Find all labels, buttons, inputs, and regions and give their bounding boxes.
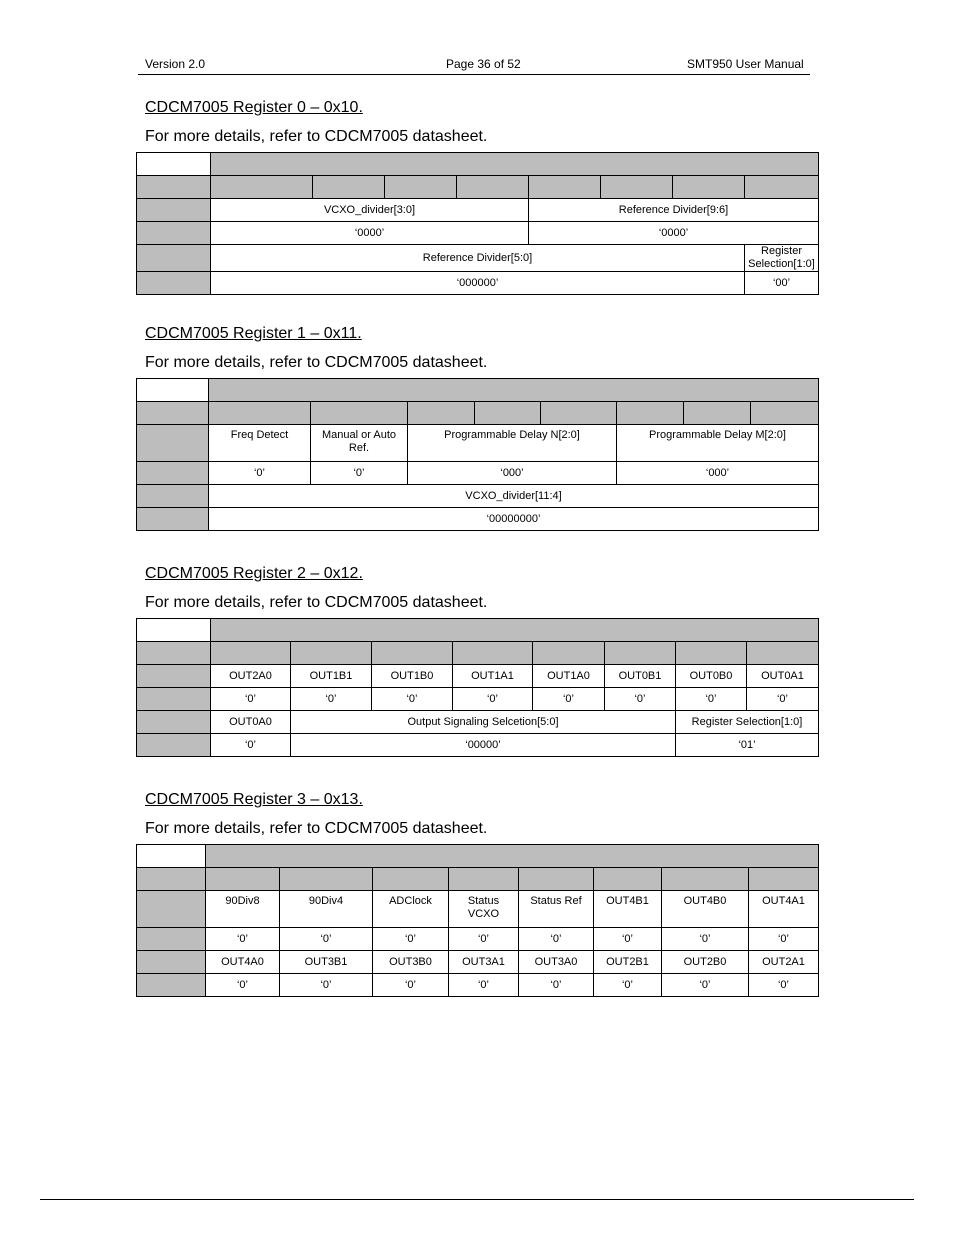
register-3-bit-col — [449, 868, 519, 891]
value-cell: ‘0’ — [594, 974, 662, 997]
field-cell: 90Div8 — [206, 891, 280, 928]
value-cell: ‘0’ — [676, 688, 747, 711]
register-2-bit-col — [291, 642, 372, 665]
row-label-cell — [137, 272, 211, 295]
field-cell: OUT0A0 — [211, 711, 291, 734]
value-cell: ‘01’ — [676, 734, 819, 757]
register-1-bit-col — [617, 402, 684, 425]
register-2-bit-col — [676, 642, 747, 665]
table-row — [137, 734, 819, 757]
value-cell: ‘0’ — [373, 974, 449, 997]
register-0-bit-label — [137, 176, 211, 199]
value-cell: ‘00000’ — [291, 734, 676, 757]
register-2-title-bar — [211, 619, 819, 642]
table-row — [137, 485, 819, 508]
field-cell: OUT1A0 — [533, 665, 605, 688]
row-label-cell — [137, 928, 206, 951]
field-cell: Status VCXO — [449, 891, 519, 928]
register-1-bit-col — [684, 402, 751, 425]
field-cell: OUT2A0 — [211, 665, 291, 688]
field-cell: OUT1B0 — [372, 665, 453, 688]
value-cell: ‘0’ — [211, 734, 291, 757]
value-cell: ‘0’ — [280, 974, 373, 997]
value-cell: ‘000’ — [617, 462, 819, 485]
register-1-bit-col — [408, 402, 475, 425]
register-0-bit-col — [457, 176, 529, 199]
row-label-cell — [137, 508, 209, 531]
table-row — [137, 245, 819, 272]
register-0-bit-col — [745, 176, 819, 199]
section-title-register-0: CDCM7005 Register 0 – 0x10. — [145, 99, 363, 116]
field-cell: OUT1B1 — [291, 665, 372, 688]
register-3-bit-col — [662, 868, 749, 891]
field-cell: VCXO_divider[11:4] — [209, 485, 819, 508]
register-3-bit-col — [206, 868, 280, 891]
register-3-bit-col — [373, 868, 449, 891]
section-note-register-1: For more details, refer to CDCM7005 datasheet. — [145, 354, 488, 371]
value-cell: ‘0’ — [749, 928, 819, 951]
field-cell: Freq Detect — [209, 425, 311, 462]
table-row — [137, 928, 819, 951]
table-row — [137, 199, 819, 222]
value-cell: ‘0’ — [280, 928, 373, 951]
footer-rule — [40, 1199, 914, 1200]
section-note-register-0: For more details, refer to CDCM7005 datasheet. — [145, 128, 488, 145]
value-cell: ‘0’ — [533, 688, 605, 711]
value-cell: ‘0’ — [211, 688, 291, 711]
register-0-bit-col — [601, 176, 673, 199]
value-cell: ‘0’ — [372, 688, 453, 711]
section-title-register-1: CDCM7005 Register 1 – 0x11. — [145, 325, 362, 342]
row-label-cell — [137, 734, 211, 757]
table-row — [137, 222, 819, 245]
field-cell: Status Ref — [519, 891, 594, 928]
field-cell: Programmable Delay N[2:0] — [408, 425, 617, 462]
table-row — [137, 711, 819, 734]
row-label-cell — [137, 485, 209, 508]
value-cell: ‘000000’ — [211, 272, 745, 295]
table-row — [137, 508, 819, 531]
register-2-bit-label — [137, 642, 211, 665]
field-cell: OUT2B1 — [594, 951, 662, 974]
register-3-title-bar — [206, 845, 819, 868]
value-cell: ‘0’ — [519, 928, 594, 951]
table-row — [137, 425, 819, 462]
value-cell: ‘000’ — [408, 462, 617, 485]
register-1-corner-cell — [137, 379, 209, 402]
value-cell: ‘0’ — [206, 928, 280, 951]
field-cell: VCXO_divider[3:0] — [211, 199, 529, 222]
register-2-bit-col — [372, 642, 453, 665]
value-cell: ‘0’ — [747, 688, 819, 711]
field-cell: Reference Divider[5:0] — [211, 245, 745, 272]
register-2-bit-col — [747, 642, 819, 665]
row-label-cell — [137, 974, 206, 997]
register-3-table — [136, 844, 819, 997]
field-cell: OUT4B0 — [662, 891, 749, 928]
register-3-corner-cell — [137, 845, 206, 868]
field-cell: OUT0B0 — [676, 665, 747, 688]
table-row — [137, 665, 819, 688]
row-label-cell — [137, 245, 211, 272]
field-cell: OUT0B1 — [605, 665, 676, 688]
value-cell: ‘0’ — [662, 974, 749, 997]
register-0-table — [136, 152, 819, 295]
field-cell: OUT3A0 — [519, 951, 594, 974]
value-cell: ‘0’ — [373, 928, 449, 951]
register-0-bit-col — [529, 176, 601, 199]
register-3-bit-col — [594, 868, 662, 891]
register-2-bit-col — [211, 642, 291, 665]
value-cell: ‘0’ — [449, 974, 519, 997]
table-row — [137, 891, 819, 928]
value-cell: ‘0000’ — [529, 222, 819, 245]
field-cell: OUT4A1 — [749, 891, 819, 928]
value-cell: ‘0’ — [594, 928, 662, 951]
register-0-bit-col — [313, 176, 385, 199]
table-row — [137, 974, 819, 997]
register-1-title-bar — [209, 379, 819, 402]
table-row — [137, 951, 819, 974]
register-0-bit-col — [211, 176, 313, 199]
section-note-register-3: For more details, refer to CDCM7005 datasheet. — [145, 820, 488, 837]
value-cell: ‘00000000’ — [209, 508, 819, 531]
header-rule — [138, 74, 810, 75]
register-2-table — [136, 618, 819, 757]
value-cell: ‘0’ — [291, 688, 372, 711]
value-cell: ‘0’ — [749, 974, 819, 997]
header-manual-title: SMT950 User Manual — [687, 57, 804, 71]
field-cell: OUT0A1 — [747, 665, 819, 688]
value-cell: ‘0’ — [605, 688, 676, 711]
section-note-register-2: For more details, refer to CDCM7005 datasheet. — [145, 594, 488, 611]
register-1-bit-col — [541, 402, 617, 425]
row-label-cell — [137, 891, 206, 928]
row-label-cell — [137, 665, 211, 688]
register-3-bit-label — [137, 868, 206, 891]
register-0-bit-col — [385, 176, 457, 199]
register-1-table — [136, 378, 819, 531]
register-0-bit-col — [673, 176, 745, 199]
register-1-bit-col — [475, 402, 541, 425]
header-version: Version 2.0 — [145, 57, 206, 71]
field-cell: OUT2B0 — [662, 951, 749, 974]
table-row — [137, 688, 819, 711]
field-cell: OUT2A1 — [749, 951, 819, 974]
value-cell: ‘00’ — [745, 272, 819, 295]
register-3-bit-col — [749, 868, 819, 891]
register-3-bit-col — [519, 868, 594, 891]
section-title-register-2: CDCM7005 Register 2 – 0x12. — [145, 565, 363, 582]
row-label-cell — [137, 425, 209, 462]
field-cell: OUT3A1 — [449, 951, 519, 974]
row-label-cell — [137, 688, 211, 711]
field-cell: OUT4B1 — [594, 891, 662, 928]
row-label-cell — [137, 951, 206, 974]
table-row — [137, 462, 819, 485]
register-1-bit-col — [751, 402, 819, 425]
header-page-number: Page 36 of 52 — [446, 57, 521, 71]
field-cell: Register Selection[1:0] — [676, 711, 819, 734]
row-label-cell — [137, 711, 211, 734]
section-title-register-3: CDCM7005 Register 3 – 0x13. — [145, 791, 363, 808]
value-cell: ‘0’ — [311, 462, 408, 485]
value-cell: ‘0’ — [449, 928, 519, 951]
row-label-cell — [137, 199, 211, 222]
field-cell: OUT1A1 — [453, 665, 533, 688]
register-3-bit-col — [280, 868, 373, 891]
value-cell: ‘0000’ — [211, 222, 529, 245]
register-1-bit-col — [209, 402, 311, 425]
register-2-bit-col — [453, 642, 533, 665]
field-cell: OUT4A0 — [206, 951, 280, 974]
value-cell: ‘0’ — [519, 974, 594, 997]
register-0-title-bar — [211, 153, 819, 176]
register-1-bit-col — [311, 402, 408, 425]
field-cell: Register Selection[1:0] — [745, 245, 819, 272]
register-0-corner-cell — [137, 153, 211, 176]
field-cell: OUT3B0 — [373, 951, 449, 974]
value-cell: ‘0’ — [206, 974, 280, 997]
table-row — [137, 272, 819, 295]
row-label-cell — [137, 222, 211, 245]
field-cell: Manual or Auto Ref. — [311, 425, 408, 462]
field-cell: 90Div4 — [280, 891, 373, 928]
register-2-corner-cell — [137, 619, 211, 642]
register-2-bit-col — [533, 642, 605, 665]
value-cell: ‘0’ — [662, 928, 749, 951]
register-2-bit-col — [605, 642, 676, 665]
field-cell: OUT3B1 — [280, 951, 373, 974]
field-cell: ADClock — [373, 891, 449, 928]
field-cell: Programmable Delay M[2:0] — [617, 425, 819, 462]
value-cell: ‘0’ — [453, 688, 533, 711]
field-cell: Reference Divider[9:6] — [529, 199, 819, 222]
value-cell: ‘0’ — [209, 462, 311, 485]
field-cell: Output Signaling Selcetion[5:0] — [291, 711, 676, 734]
register-1-bit-label — [137, 402, 209, 425]
row-label-cell — [137, 462, 209, 485]
